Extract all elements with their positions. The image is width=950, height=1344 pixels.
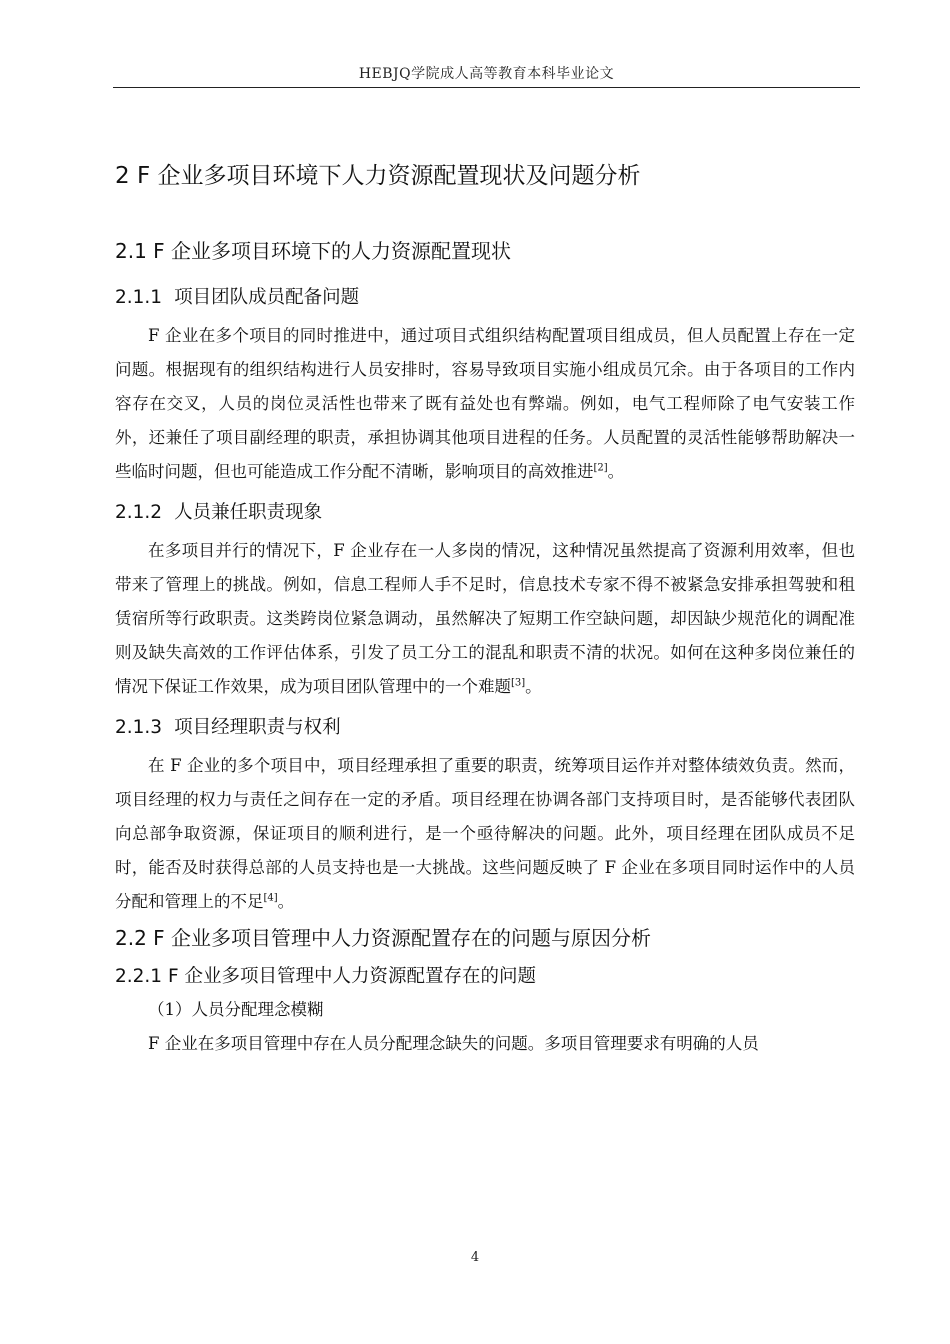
subsection-number: 2.1.2 (115, 502, 163, 523)
paragraph-end: 。 (525, 677, 542, 696)
subsection-2-1-1-heading (115, 284, 855, 312)
subsection-title: 项目团队成员配备问题 (174, 287, 360, 308)
subsection-2-1-2-heading (115, 499, 855, 527)
subsection-title: 项目经理职责与权利 (174, 717, 341, 738)
citation: [3] (511, 677, 526, 689)
page-header: HEBJQ学院成人高等教育本科毕业论文 (358, 66, 615, 82)
paragraph-2-2-1: F 企业在多项目管理中存在人员分配理念缺失的问题。多项目管理要求有明确的人员 (148, 1034, 759, 1053)
subsection-number: 2.1.1 (115, 287, 163, 308)
chapter-title: 2 F 企业多项目环境下人力资源配置现状及问题分析 (115, 163, 641, 189)
subsection-title: 人员兼任职责现象 (174, 502, 323, 523)
subsection-number: 2.1.3 (115, 717, 163, 738)
subsection-2-1-3-heading (115, 714, 855, 742)
paragraph-2-1-1 (115, 319, 855, 489)
paragraph-2-1-2 (115, 534, 855, 704)
subsection-2-2-1-title: 2.2.1 F 企业多项目管理中人力资源配置存在的问题 (115, 966, 536, 987)
citation: [2] (593, 462, 608, 474)
header-rule (113, 87, 860, 88)
paragraph-text: F 企业在多个项目的同时推进中，通过项目式组织结构配置项目组成员，但人员配置上存在一定问题。根据现有的组织结构进行人员安排时，容易导致项目实施小组成员冗余。由于各项目的工作内容存在交叉，人员的岗位灵活性也带来了既有益处也有弊端。例如，电气工程师除了电气安装工作外，还兼任了项目副经理的职责，承担协调其他项目进程的任务。人员配置的灵活性能够帮助解决一些临时问题，但也可能造成工作分配不清晰，影响项目的高效推进 (115, 326, 855, 481)
citation: [4] (263, 892, 278, 904)
list-item-1: （1）人员分配理念模糊 (148, 1000, 324, 1019)
section-2-1-title: 2.1 F 企业多项目环境下的人力资源配置现状 (115, 239, 512, 263)
paragraph-text: 在 F 企业的多个项目中，项目经理承担了重要的职责，统筹项目运作并对整体绩效负责。然而，项目经理的权力与责任之间存在一定的矛盾。项目经理在协调各部门支持项目时，是否能够代表团队向总部争取资源，保证项目的顺利进行，是一个亟待解决的问题。此外，项目经理在团队成员不足时，能否及时获得总部的人员支持也是一大挑战。这些问题反映了 F 企业在多项目同时运作中的人员分配和管理上的不足 (115, 756, 855, 911)
section-2-2-title: 2.2 F 企业多项目管理中人力资源配置存在的问题与原因分析 (115, 926, 652, 950)
paragraph-end: 。 (277, 892, 295, 911)
paragraph-2-1-3 (115, 749, 855, 919)
paragraph-text: 在多项目并行的情况下，F 企业存在一人多岗的情况，这种情况虽然提高了资源利用效率，但也带来了管理上的挑战。例如，信息工程师人手不足时，信息技术专家不得不被紧急安排承担驾驶和租赁宿所等行政职责。这类跨岗位紧急调动，虽然解决了短期工作空缺问题，却因缺少规范化的调配准则及缺失高效的工作评估体系，引发了员工分工的混乱和职责不清的状况。如何在这种多岗位兼任的情况下保证工作效果，成为项目团队管理中的一个难题 (115, 541, 855, 696)
page-content (115, 120, 855, 1061)
paragraph-end: 。 (607, 462, 625, 481)
page-number: 4 (470, 1250, 480, 1265)
